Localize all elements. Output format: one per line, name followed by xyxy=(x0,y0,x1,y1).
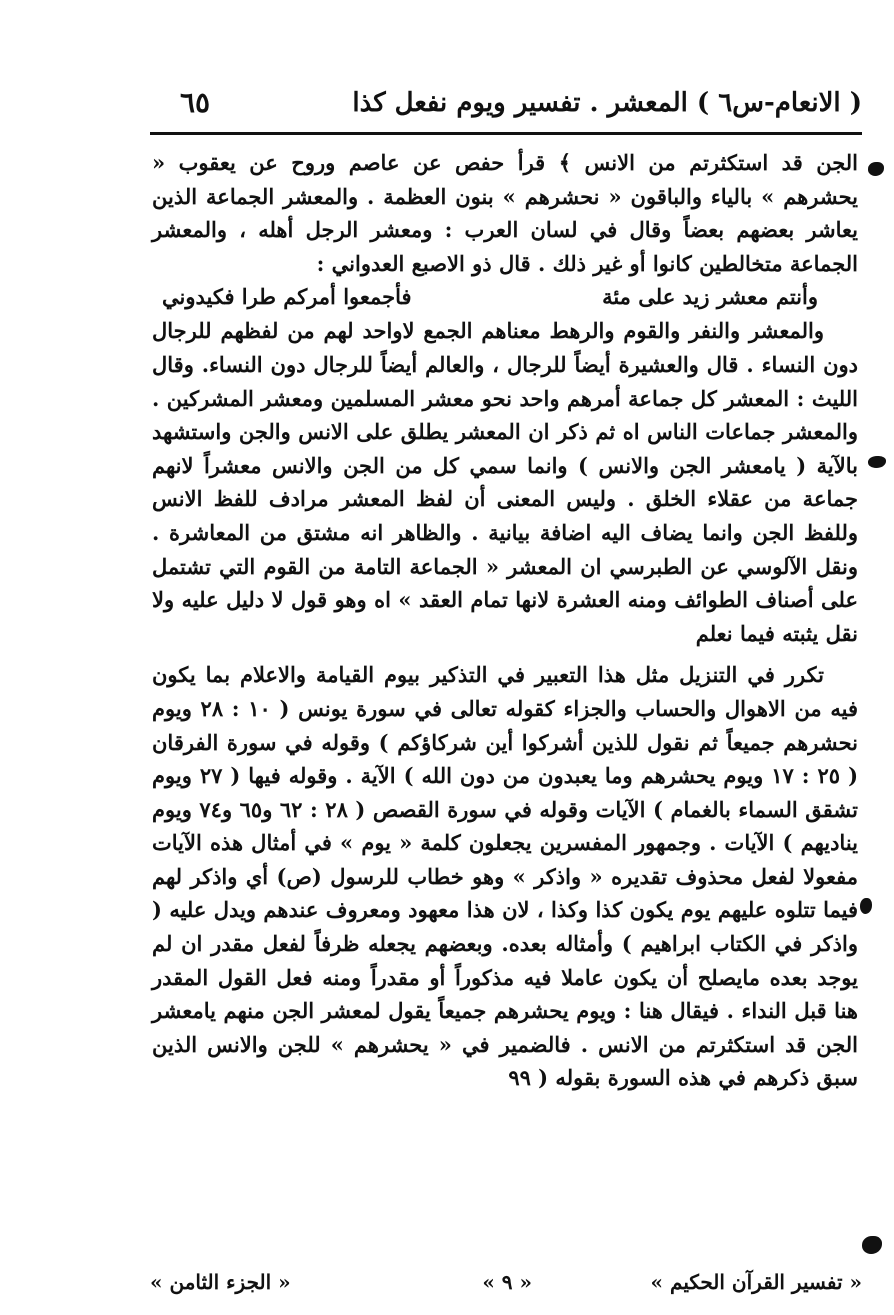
ink-blot-mark xyxy=(860,898,872,914)
paragraph-intro: الجن قد استكثرتم من الانس ﴾ قرأ حفص عن عاصم وروح عن يعقوب « يحشرهم » بالياء والباقون « نحشرهم » بنون العظمة . والمعشر الجماعة الذين يعاشر بعضهم بعضاً وقال في لسان العرب : ومعشر الرجل أهله ، والمعشر الجماعة متخالطين كانوا أو غير ذلك . قال ذو الاصبع العدواني : xyxy=(152,150,858,276)
verse-first-hemistich: وأنتم معشر زيد على مئة xyxy=(602,284,818,310)
page-header xyxy=(150,82,862,130)
paragraph-tafsir: تكرر في التنزيل مثل هذا التعبير في التذكير بيوم القيامة والاعلام بما يكون فيه من الاهوال والحساب والجزاء كقوله تعالى في سورة يونس ( ١٠ : ٢٨ ويوم نحشرهم جميعاً ثم نقول للذين أشركوا أين شركاؤكم ) وقوله في سورة الفرقان ( ٢٥ : ١٧ ويوم يحشرهم وما يعبدون من دون الله ) الآية . وقوله فيها ( ٢٧ ويوم تشقق السماء بالغمام ) الآيات وقوله في سورة القصص ( ٢٨ : ٦٢ و٦٥ و٧٤ ويوم يناديهم ) الآيات . وجمهور المفسرين يجعلون كلمة « يوم » في أمثال هذه الآيات مفعولا لفعل محذوف تقديره « واذكر » وهو خطاب للرسول (ص) أي واذكر لهم فيما تتلوه عليهم يوم يكون كذا وكذا ، لان هذا معهود ومعروف عندهم ويدل عليه ( واذكر في الكتاب ابراهيم ) وأمثاله بعده. وبعضهم يجعله ظرفاً لفعل مقدر ان لم يوجد بعده مايصلح أن يكون عاملا فيه مذكوراً أو مقدراً ومنه فعل القول المقدر هنا قبل النداء . فيقال هنا : ويوم يحشرهم جميعاً يقول لمعشر الجن منهم يامعشر الجن قد استكثرتم من الانس . فالضمير في « يحشرهم » للجن والانس الذين سبق ذكرهم في هذه السورة بقوله ( ٩٩ xyxy=(152,662,859,1091)
footer-book-title: « تفسير القرآن الحكيم » xyxy=(650,1270,862,1294)
verse-second-hemistich: فأجمعوا أمركم طرا فكيدوني xyxy=(162,284,412,310)
header-divider xyxy=(150,132,862,135)
main-text xyxy=(152,146,858,1095)
footer-part: « الجزء الثامن » xyxy=(150,1270,291,1294)
poetry-verse xyxy=(152,280,858,314)
page-footer xyxy=(150,1270,862,1304)
paragraph-meaning: والمعشر والنفر والقوم والرهط معناهم الجمع لاواحد لهم من لفظهم للرجال دون النساء . قال والعشيرة أيضاً للرجال ، والعالم أيضاً للرجال دون النساء. وقال الليث : المعشر كل جماعة أمرهم واحد نحو معشر المسلمين ومعشر المشركين . والمعشر جماعات الناس اه ثم ذكر ان المعشر يطلق على الانس والجن واستشهد بالآية ( يامعشر الجن والانس ) وانما سمي كل من الجن والانس معشراً لانهم جماعة من عقلاء الخلق . وليس المعنى أن لفظ المعشر مرادف للفظ الانس وللفظ الجن وانما يضاف اليه اضافة بيانية . والظاهر انه مشتق من المعاشرة . ونقل الآلوسي عن الطبرسي ان المعشر « الجماعة التامة من القوم التي تشتمل على أصناف الطوائف ومنه العشرة لانها تمام العقد » اه وهو قول لا دليل عليه ولا نقل يثبته فيما نعلم xyxy=(152,318,858,646)
running-title: ( الانعام-س٦ ) المعشر . تفسير ويوم نفعل كذا xyxy=(352,88,862,118)
ink-blot-mark xyxy=(868,456,886,468)
ink-blot-mark xyxy=(862,1236,882,1254)
footer-signature: « ٩ » xyxy=(482,1270,532,1294)
page-number: ٦٥ xyxy=(180,86,211,119)
ink-blot-mark xyxy=(868,162,884,176)
